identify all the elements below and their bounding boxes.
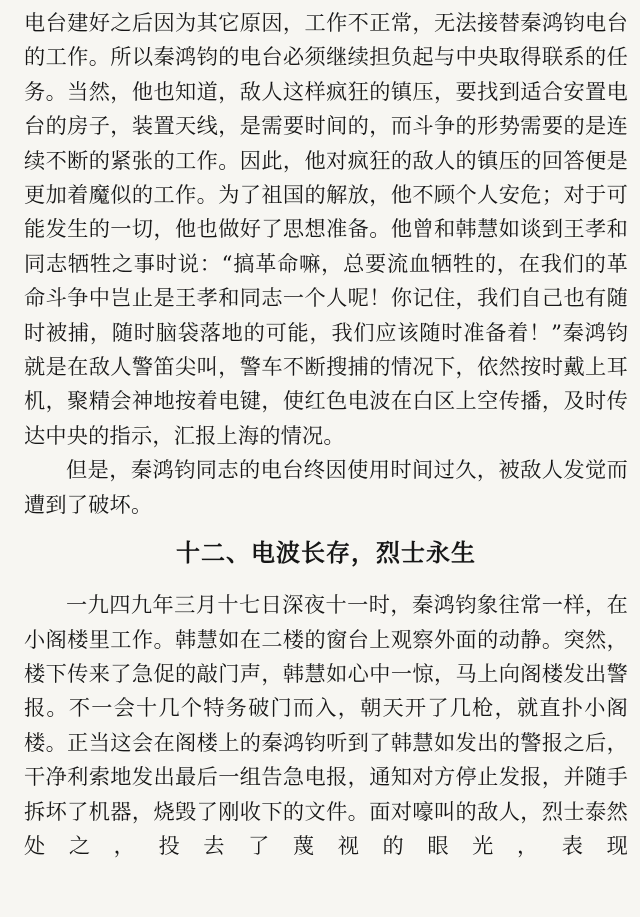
body-paragraph: 电台建好之后因为其它原因，工作不正常，无法接替秦鸿钧电台的工作。所以秦鸿钧的电台必须继续担负起与中央取得联系的任务。当然，他也知道，敌人这样疯狂的镇压，要找到适合安置电台的房子，装置天线，是需要时间的，而斗争的形势需要的是连续不断的紧张的工作。因此，他对疯狂的敌人的镇压的回答便是更加着魔似的工作。为了祖国的解放，他不顾个人安危；对于可能发生的一切，他也做好了思想准备。他曾和韩慧如谈到王孝和同志牺牲之事时说：“搞革命嘛，总要流血牺牲的，在我们的革命斗争中岂止是王孝和同志一个人呢！你记住，我们自己也有随时被捕，随时脑袋落地的可能，我们应该随时准备着！”秦鸿钧就是在敌人警笛尖叫，警车不断搜捕的情况下，依然按时戴上耳机，聚精会神地按着电键，使红色电波在白区上空传播，及时传达中央的指示，汇报上海的情况。 [24,10,628,448]
body-paragraph: 一九四九年三月十七日深夜十一时，秦鸿钧象往常一样，在小阁楼里工作。韩慧如在二楼的窗台上观察外面的动静。突然，楼下传来了急促的敲门声，韩慧如心中一惊，马上向阁楼发出警报。不一会十几个特务破门而入，朝天开了几枪，就直扑小阁楼。正当这会在阁楼上的秦鸿钧听到了韩慧如发出的警报之后，干净利索地发出最后一组告急电报，通知对方停止发报，并随手拆坏了机器，烧毁了刚收下的文件。面对嚎叫的敌人，烈士泰然处之，投去了蔑视的眼光，表现 [24,592,628,858]
section-heading: 十二、电波长存，烈士永生 [176,539,476,568]
body-paragraph: 但是，秦鸿钧同志的电台终因使用时间过久，被敌人发觉而遭到了破坏。 [24,457,628,517]
